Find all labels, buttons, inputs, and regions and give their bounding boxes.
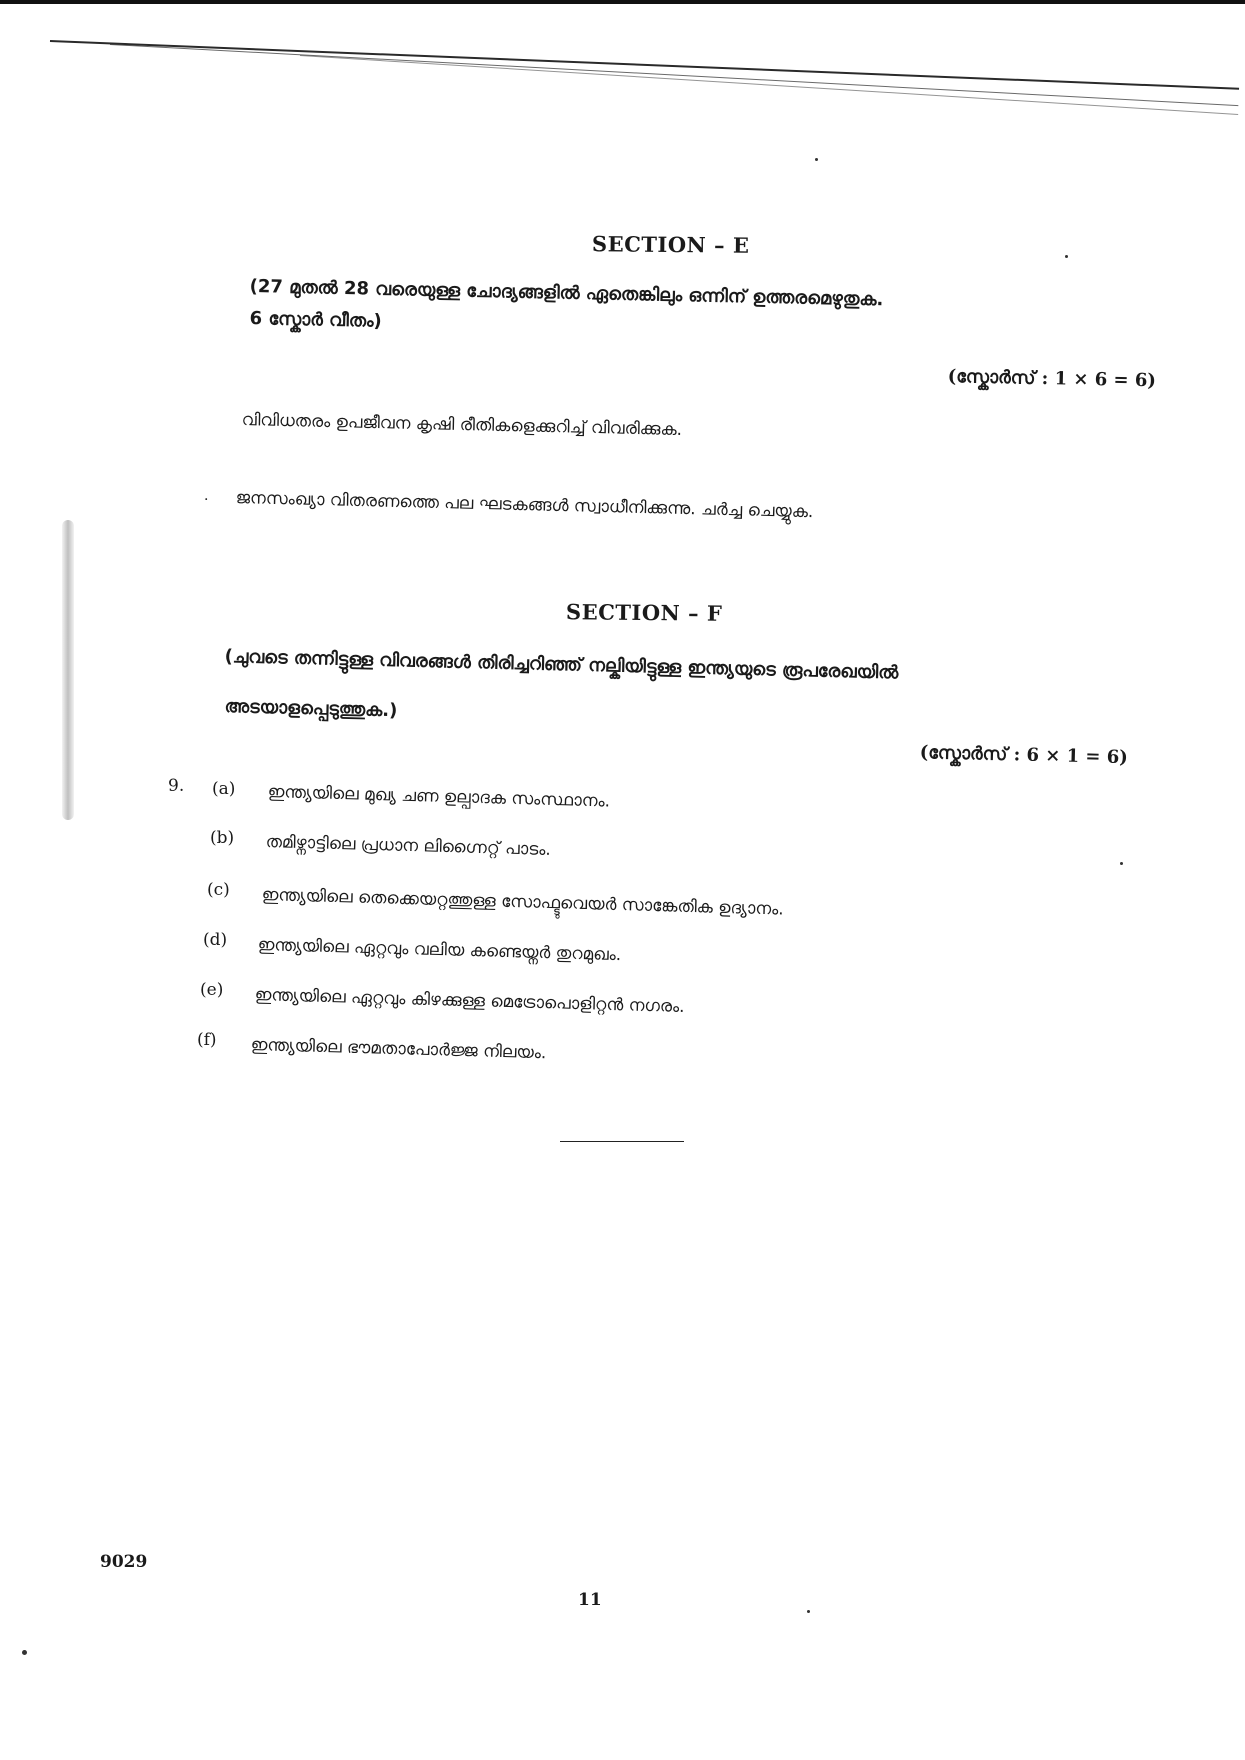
page-number: 11 [578,1590,602,1610]
section-f-score: (സ്കോർസ് : 6 × 1 = 6) [919,742,1129,769]
scan-speck [1065,255,1068,258]
end-divider [560,1141,684,1142]
scan-speck [815,158,818,161]
section-e-score: (സ്കോർസ് : 1 × 6 = 6) [947,366,1157,392]
item-text: ഇന്ത്യയിലെ ഏറ്റവും കിഴക്കുള്ള മെട്രോപൊളിറ്റൻ നഗരം. [254,985,685,1017]
item-label: (e) [200,980,224,1000]
section-e-title: SECTION – E [591,231,750,258]
item-text: ഇന്ത്യയിലെ ഭൗമതാപോർജ്ജ നിലയം. [250,1035,547,1064]
item-text: തമിഴ്നാട്ടിലെ പ്രധാന ലിഗ്നൈറ്റ് പാടം. [265,832,552,860]
scan-speck [1120,862,1123,865]
scan-edge [0,0,1245,4]
scan-artifact-line [110,44,1238,106]
item-text: ഇന്ത്യയിലെ ഏറ്റവും വലിയ കണ്ടെയ്നർ തുറമുഖം. [257,935,622,966]
section-f-instruction-line1: (ചുവടെ തന്നിട്ടുള്ള വിവരങ്ങൾ തിരിച്ചറിഞ്ഞ് നല്കിയിട്ടുള്ള ഇന്ത്യയുടെ രൂപരേഖയിൽ [224,645,899,684]
paper-fold-shadow [62,520,74,820]
section-f-instruction-line2: അടയാളപ്പെടുത്തുക.) [224,695,398,722]
item-label: (b) [210,828,235,848]
scan-artifact-line [50,40,1239,90]
section-e-question: ജനസംഖ്യാ വിതരണത്തെ പല ഘടകങ്ങൾ സ്വാധീനിക്കുന്നു. ചർച്ച ചെയ്യുക. [235,488,814,523]
item-label: (c) [207,880,230,900]
scan-speck [807,1610,810,1613]
scan-speck [22,1650,27,1655]
section-f-title: SECTION – F [565,599,723,626]
item-label: (f) [197,1030,217,1050]
bullet-dot: · [204,492,209,508]
question-number: 9. [168,776,185,796]
section-e-instruction-line1: (27 മുതൽ 28 വരെയുള്ള ചോദ്യങ്ങളിൽ ഏതെങ്കിലും ഒന്നിന് ഉത്തരമെഴുതുക. [249,275,884,311]
scan-artifact-line [300,55,1238,115]
item-text: ഇന്ത്യയിലെ തെക്കെയറ്റത്തുള്ള സോഫ്ടുവെയർ സാങ്കേതിക ഉദ്യാനം. [261,885,784,920]
question-paper-code: 9029 [100,1552,148,1572]
item-label: (a) [212,779,236,799]
item-label: (d) [203,930,228,950]
section-e-question: വിവിധതരം ഉപജീവന കൃഷി രീതികളെക്കുറിച്ച് വിവരിക്കുക. [241,410,683,440]
item-text: ഇന്ത്യയിലെ മുഖ്യ ചണ ഉല്പാദക സംസ്ഥാനം. [267,782,611,812]
section-e-instruction-line2: 6 സ്കോർ വീതം) [249,307,382,332]
